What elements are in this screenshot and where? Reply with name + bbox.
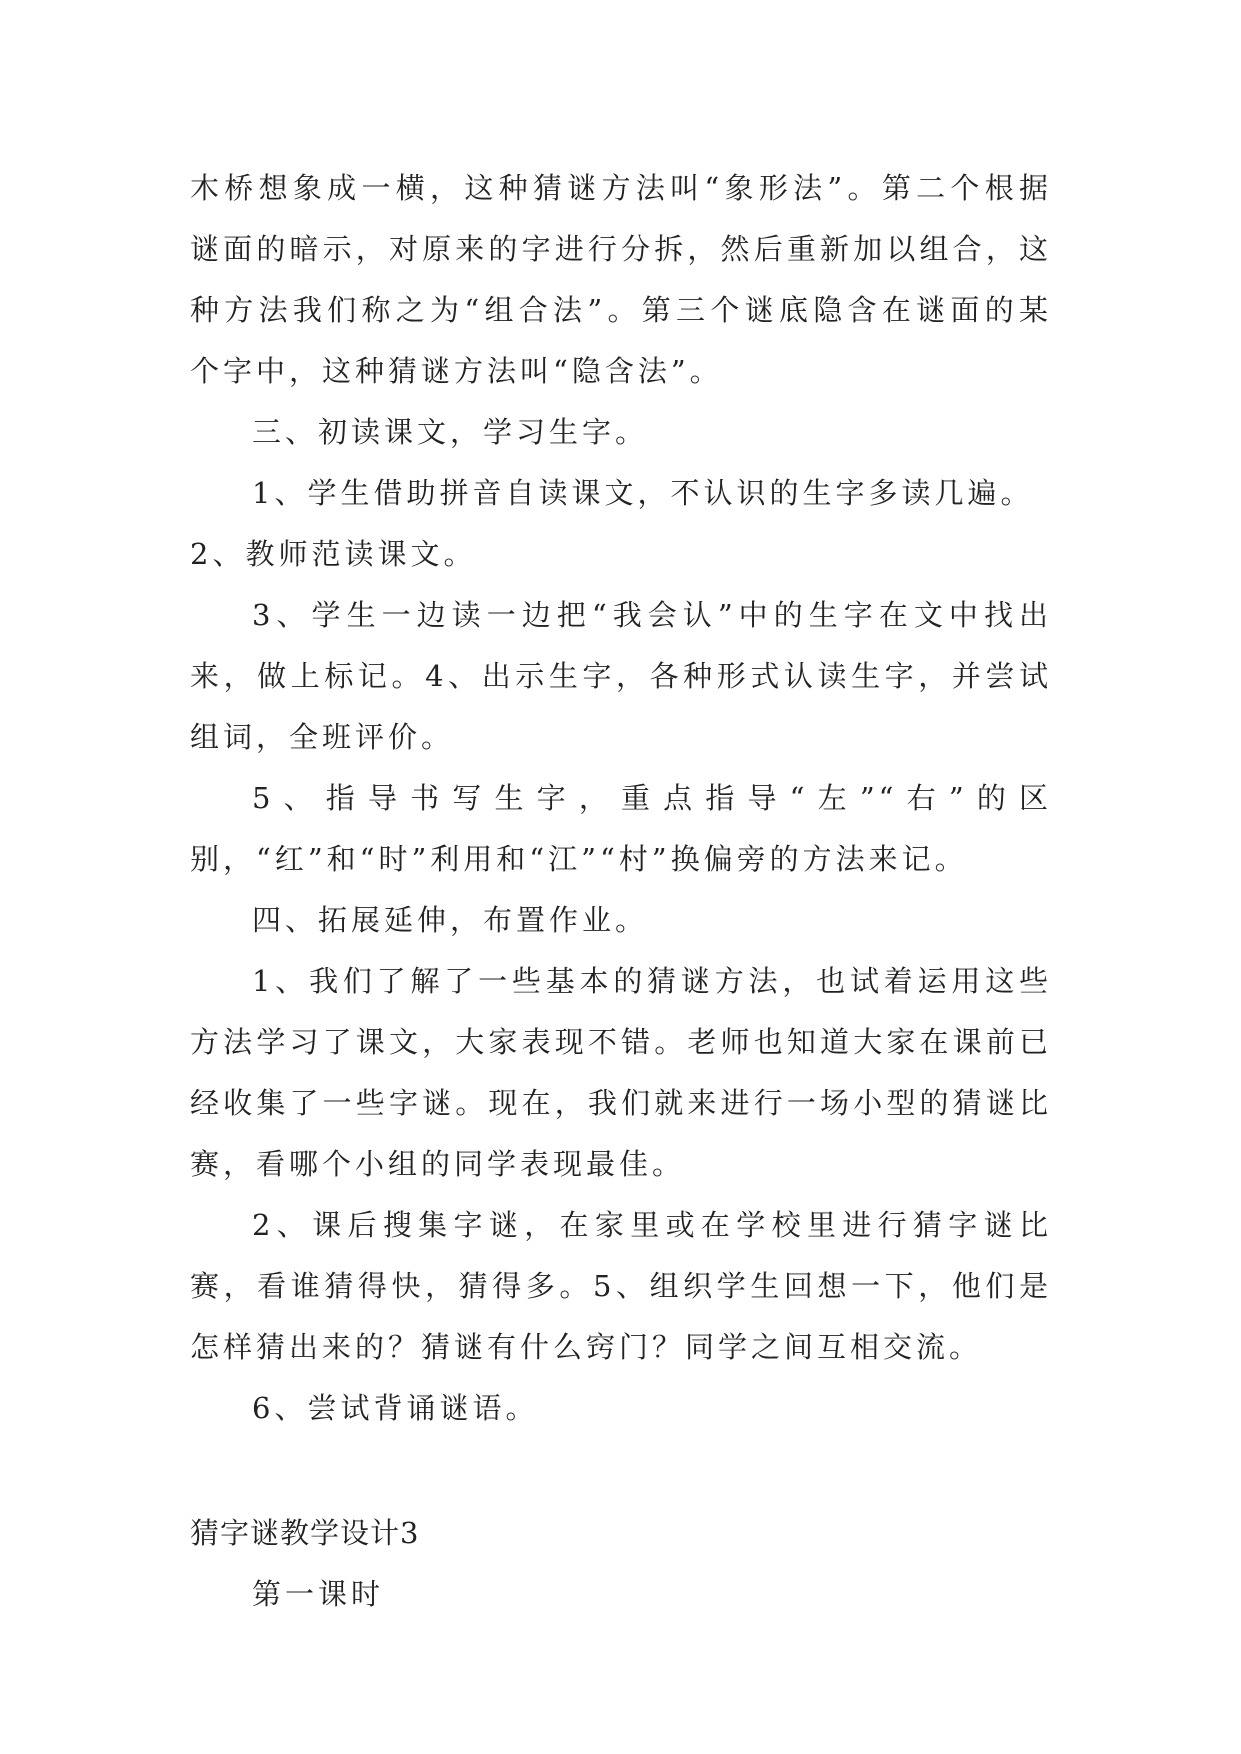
heading-step-4: 四、拓展延伸，布置作业。	[252, 903, 649, 937]
heading-step-3: 三、初读课文，学习生字。	[252, 415, 649, 449]
paragraph: 3、学生一边读一边把“我会认”中的生字在文中找出来，做上标记。4、出示生字，各种形式认读生字，并尝试组词，全班评价。	[190, 598, 1052, 754]
paragraph: 2、教师范读课文。	[190, 537, 477, 571]
subsection-title: 第一课时	[252, 1577, 385, 1611]
paragraph: 5、指导书写生字，重点指导“左”“右”的区别，“红”和“时”利用和“江”“村”换偏旁的方法来记。	[190, 781, 1052, 876]
paragraph: 1、学生借助拼音自读课文，不认识的生字多读几遍。	[252, 476, 1034, 510]
paragraph: 2、课后搜集字谜，在家里或在学校里进行猜字谜比赛，看谁猜得快，猜得多。5、组织学生回想一下，他们是怎样猜出来的？猜谜有什么窍门？同学之间互相交流。	[190, 1208, 1052, 1364]
section-title: 猜字谜教学设计3	[190, 1516, 420, 1550]
paragraph: 6、尝试背诵谜语。	[252, 1391, 539, 1425]
paragraph: 1、我们了解了一些基本的猜谜方法，也试着运用这些方法学习了课文，大家表现不错。老师也知道大家在课前已经收集了一些字谜。现在，我们就来进行一场小型的猜谜比赛，看哪个小组的同学表现最佳。	[190, 964, 1052, 1181]
paragraph: 木桥想象成一横，这种猜谜方法叫“象形法”。第二个根据谜面的暗示，对原来的字进行分拆，然后重新加以组合，这种方法我们称之为“组合法”。第三个谜底隐含在谜面的某个字中，这种猜谜方法叫“隐含法”。	[190, 171, 1052, 388]
document-body	[190, 158, 1052, 1625]
